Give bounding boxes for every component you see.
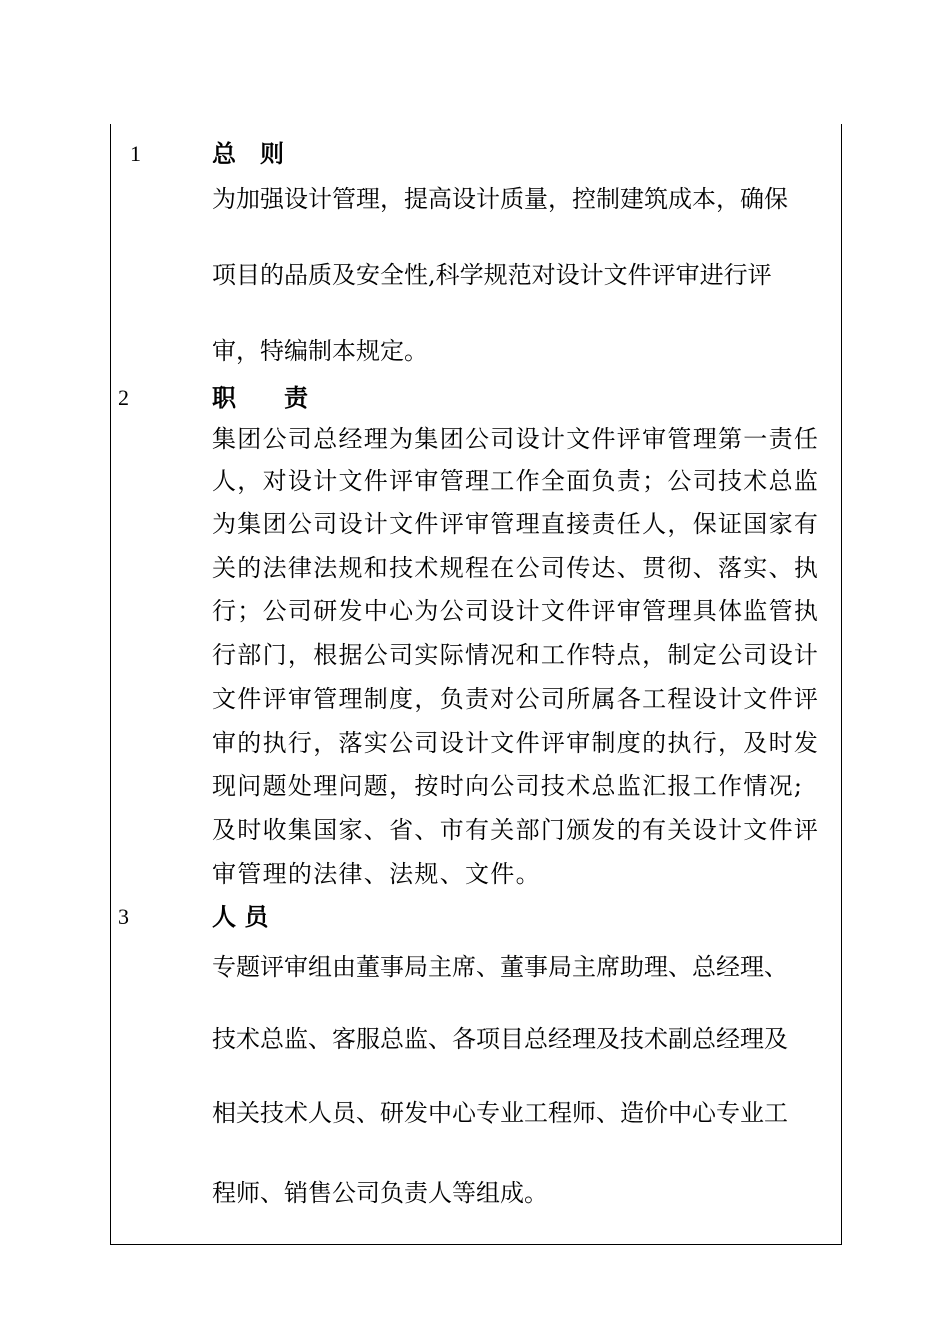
paragraph-line: 文件评审管理制度，负责对公司所属各工程设计文件评	[212, 685, 820, 713]
section-number: 2	[118, 385, 129, 410]
paragraph-line: 项目的品质及安全性,科学规范对设计文件评审进行评	[212, 261, 772, 289]
paragraph-line: 及时收集国家、省、市有关部门颁发的有关设计文件评	[212, 816, 820, 844]
section-number: 3	[118, 904, 129, 929]
paragraph-line: 行；公司研发中心为公司设计文件评审管理具体监管执	[212, 597, 820, 625]
paragraph-line: 人，对设计文件评审管理工作全面负责；公司技术总监	[212, 467, 820, 495]
paragraph-line: 为加强设计管理，提高设计质量，控制建筑成本，确保	[212, 185, 788, 213]
section-title: 人 员	[212, 902, 269, 931]
section-title: 职 责	[212, 383, 308, 412]
paragraph-line: 审管理的法律、法规、文件。	[212, 860, 541, 888]
paragraph-line: 程师、销售公司负责人等组成。	[212, 1179, 548, 1207]
paragraph-line: 审，特编制本规定。	[212, 337, 428, 365]
paragraph-line: 集团公司总经理为集团公司设计文件评审管理第一责任	[212, 425, 820, 453]
section-number: 1	[130, 141, 141, 166]
paragraph-line: 现问题处理问题，按时向公司技术总监汇报工作情况;	[212, 772, 804, 800]
section-title: 总 则	[212, 139, 284, 168]
paragraph-line: 关的法律法规和技术规程在公司传达、贯彻、落实、执	[212, 554, 820, 582]
paragraph-line: 技术总监、客服总监、各项目总经理及技术副总经理及	[212, 1025, 788, 1053]
paragraph-line: 审的执行，落实公司设计文件评审制度的执行，及时发	[212, 729, 820, 757]
paragraph-line: 专题评审组由董事局主席、董事局主席助理、总经理、	[212, 953, 788, 981]
paragraph-line: 行部门，根据公司实际情况和工作特点，制定公司设计	[212, 641, 820, 669]
paragraph-line: 为集团公司设计文件评审管理直接责任人，保证国家有	[212, 510, 820, 538]
paragraph-line: 相关技术人员、研发中心专业工程师、造价中心专业工	[212, 1099, 788, 1127]
